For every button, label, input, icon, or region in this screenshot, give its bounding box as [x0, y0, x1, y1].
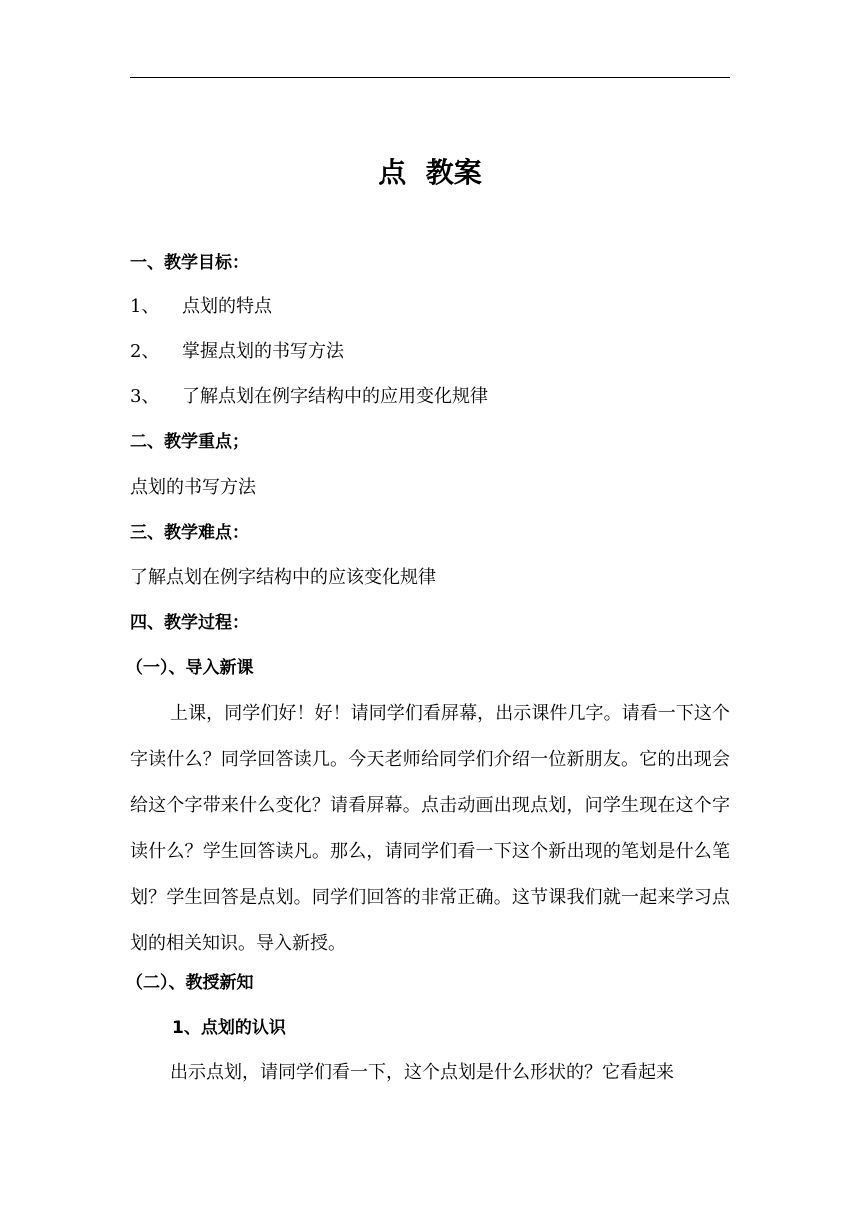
goal-number: 2、 — [130, 341, 160, 362]
part1-heading: （一）、导入新课 — [126, 658, 254, 678]
part2-sub-heading: 1、点划的认识 — [172, 1018, 286, 1038]
part2-paragraph: 出示点划，请同学们看一下，这个点划是什么形状的？它看起来 — [170, 1062, 674, 1083]
goal-text: 掌握点划的书写方法 — [182, 341, 344, 362]
part1-paragraph: 上课，同学们好！好！请同学们看屏幕，出示课件几字。请看一下这个字读什么？同学回答读几。今天老师给同学们介绍一位新朋友。它的出现会给这个字带来什么变化？请看屏幕。点击动画出现点划，问学生现在这个字读什么？学生回答读凡。那么，请同学们看一下这个新出现的笔划是什么笔划？学生回答是点划。同学们回答的非常正确。这节课我们就一起来学习点划的相关知识。导入新授。 — [130, 703, 730, 954]
difficulty-text: 了解点划在例字结构中的应该变化规律 — [130, 567, 436, 588]
goal-text: 了解点划在例字结构中的应用变化规律 — [182, 386, 488, 407]
goal-number: 1、 — [130, 296, 160, 317]
goal-item-1 — [130, 293, 730, 321]
goal-number: 3、 — [130, 386, 160, 407]
difficulty-heading: 三、教学难点： — [130, 523, 249, 543]
process-heading: 四、教学过程： — [130, 613, 249, 633]
goal-item-2 — [130, 338, 730, 366]
document-title: 点 教案 — [378, 156, 482, 189]
part2-heading: （二）、教授新知 — [126, 973, 254, 993]
key-text: 点划的书写方法 — [130, 477, 256, 498]
goal-item-3 — [130, 383, 730, 411]
goals-heading: 一、教学目标： — [130, 253, 249, 273]
goal-text: 点划的特点 — [182, 296, 272, 317]
header-rule — [130, 77, 730, 78]
key-heading: 二、教学重点； — [130, 432, 249, 452]
